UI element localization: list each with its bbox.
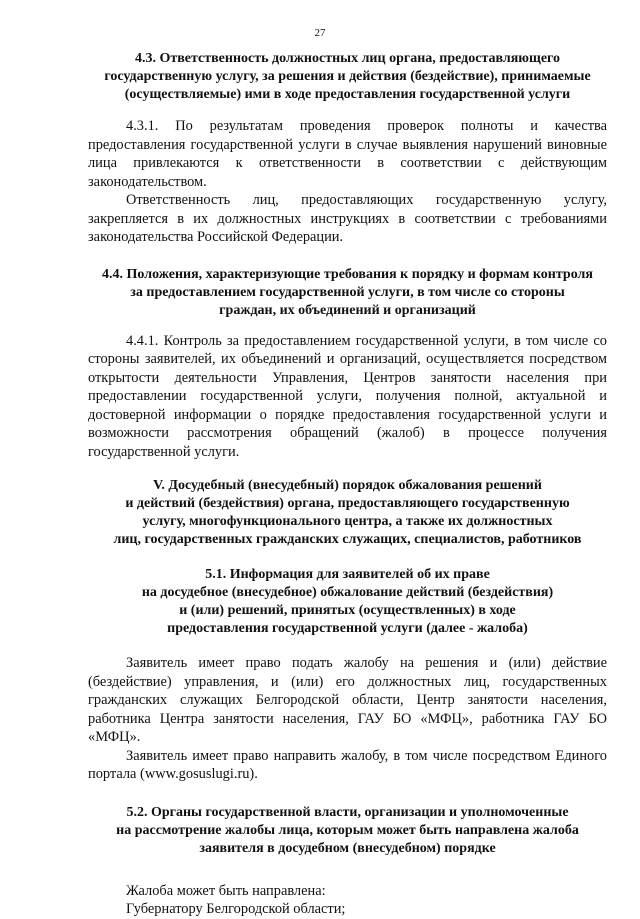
paragraph-4-3-responsibility: Ответственность лиц, предоставляющих государственную услугу, закрепляется в их должностных инструкциях в соответствии с требованиями законодательства Российской Федерации. bbox=[88, 192, 607, 245]
heading-line: 5.1. Информация для заявителей об их праве bbox=[205, 567, 490, 582]
paragraph-4-3-1: 4.3.1. По результатам проведения проверок полноты и качества предоставления государственной услуги в случае выявления нарушений виновные лица привлекаются к ответственности в соответствии с действующим законодательством. bbox=[88, 118, 607, 190]
heading-line: 4.4. Положения, характеризующие требования к порядку и формам контроля bbox=[102, 266, 593, 282]
paragraph-5-2-governor: Губернатору Белгородской области; bbox=[126, 901, 346, 917]
heading-line: V. Досудебный (внесудебный) порядок обжалования решений bbox=[153, 478, 542, 493]
section-heading-5-2 bbox=[88, 804, 607, 858]
heading-line: за предоставлением государственной услуги, в том числе со стороны bbox=[130, 284, 565, 300]
paragraph-4-4-1: 4.4.1. Контроль за предоставлением государственной услуги, в том числе со стороны заявителей, их объединений и организаций, осуществляется посредством открытости деятельности Управления, Центров занятости населения при предоставлении государственной услуги, получения полной, актуальной и достоверной информации о порядке предоставления государственной услуги и возможности рассмотрения обращений (жалоб) в процессе получения государственной услуги. bbox=[88, 332, 607, 460]
paragraph-5-1-portal: Заявитель имеет право направить жалобу, в том числе посредством Единого портала (www.gosuslugi.ru). bbox=[88, 747, 607, 782]
heading-line: на досудебное (внесудебное) обжалование действий (бездействия) bbox=[141, 585, 554, 600]
heading-line: (осуществляемые) ими в ходе предоставления государственной услуги bbox=[124, 87, 571, 102]
heading-line: и действий (бездействия) органа, предоставляющего государственную bbox=[125, 496, 570, 511]
section-heading-4-4 bbox=[88, 266, 607, 320]
section-heading-v bbox=[88, 477, 607, 549]
section-heading-4-3 bbox=[88, 50, 607, 104]
heading-line: 5.2. Органы государственной власти, организации и уполномоченные bbox=[126, 804, 569, 820]
heading-line: государственную услугу, за решения и действия (бездействие), принимаемые bbox=[104, 69, 591, 84]
heading-line: на рассмотрение жалобы лица, которым может быть направлена жалоба bbox=[116, 822, 579, 838]
heading-line: предоставления государственной услуги (далее - жалоба) bbox=[167, 621, 528, 636]
heading-line: лиц, государственных гражданских служащих, специалистов, работников bbox=[113, 532, 582, 547]
heading-line: услугу, многофункционального центра, а также их должностных bbox=[142, 514, 553, 529]
paragraph-5-1-right-to-complain: Заявитель имеет право подать жалобу на решения и (или) действие (бездействие) управления, и (или) его должностных лиц, государственных гражданских служащих Белгородской области, Центр занятости населения, работника Центра занятости населения, ГАУ БО «МФЦ», работника ГАУ БО «МФЦ». bbox=[88, 655, 607, 745]
page-number: 27 bbox=[314, 27, 326, 39]
heading-line: 4.3. Ответственность должностных лиц органа, предоставляющего bbox=[134, 51, 561, 66]
section-heading-5-1 bbox=[88, 566, 607, 638]
paragraph-5-2-complaint-addressed: Жалоба может быть направлена: bbox=[126, 882, 326, 899]
heading-line: заявителя в досудебном (внесудебном) порядке bbox=[199, 840, 496, 856]
document-body bbox=[88, 50, 607, 919]
heading-line: граждан, их объединений и организаций bbox=[219, 302, 476, 318]
heading-line: и (или) решений, принятых (осуществленных) в ходе bbox=[179, 603, 516, 618]
